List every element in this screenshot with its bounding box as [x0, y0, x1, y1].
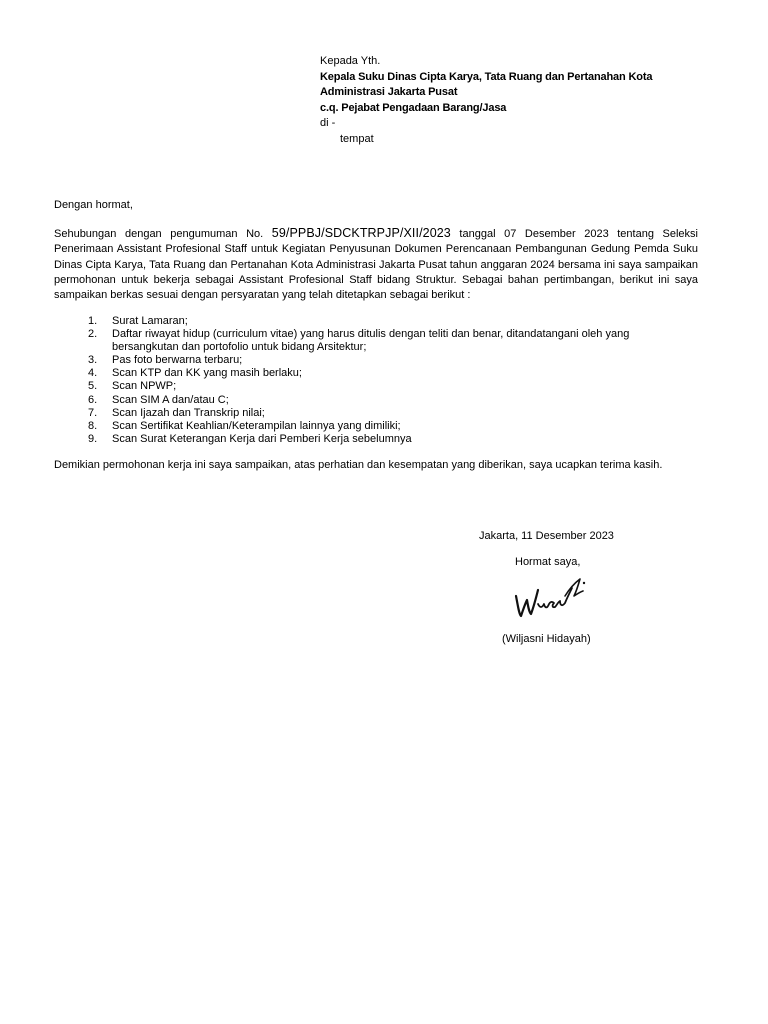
recipient-address [320, 54, 720, 147]
place-date: Jakarta, 11 Desember 2023 [479, 530, 614, 542]
list-item-text: Pas foto berwarna terbaru; [112, 354, 243, 367]
list-item [54, 420, 698, 433]
list-item [54, 328, 698, 354]
list-item-text: Scan KTP dan KK yang masih berlaku; [112, 367, 302, 380]
list-item-text: Scan SIM A dan/atau C; [112, 393, 229, 406]
recipient-title: Kepala Suku Dinas Cipta Karya, Tata Ruang dan Pertanahan Kota [320, 70, 653, 83]
list-item [54, 315, 698, 328]
list-item-number: 7. [88, 406, 98, 419]
recipient-attention: c.q. Pejabat Pengadaan Barang/Jasa [320, 101, 507, 114]
handwritten-signature [510, 574, 590, 622]
list-item-text: Daftar riwayat hidup (curriculum vitae) yang harus ditulis dengan teliti dan benar, ditandatangani oleh yang bersangkutan dan portofolio untuk bidang Arsitektur; [112, 328, 630, 354]
salutation: Dengan hormat, [54, 199, 133, 211]
address-greeting: Kepada Yth. [320, 55, 381, 67]
intro-text-start: Sehubungan dengan pengumuman No. [54, 228, 272, 240]
intro-text-end: tanggal 07 Desember 2023 tentang Seleksi Penerimaan Assistant Profesional Staff untuk Kegiatan Penyusunan Dokumen Perencanaan Pembangunan Gedung Pemda Suku Dinas Cipta Karya, Tata Ruang dan Pertanahan Kota Administrasi Jakarta Pusat tahun anggaran 2024 bersama ini saya sampaikan permohonan untuk bekerja sebagai Assistant Profesional Staff bidang Struktur. Sebagai bahan pertimbangan, berikut ini saya sampaikan berkas sesuai dengan persyaratan yang telah ditetapkan sebagai berikut : [54, 228, 698, 302]
list-item-text: Scan NPWP; [112, 380, 177, 393]
list-item [54, 407, 698, 420]
list-item-number: 4. [88, 367, 98, 380]
list-item-text: Surat Lamaran; [112, 315, 188, 327]
regards: Hormat saya, [515, 556, 581, 568]
list-item [54, 354, 698, 367]
list-item-number: 5. [88, 380, 98, 393]
list-item-number: 6. [88, 393, 98, 406]
list-item [54, 433, 698, 446]
list-item-number: 3. [88, 354, 98, 367]
recipient-region: Administrasi Jakarta Pusat [320, 86, 458, 98]
intro-paragraph [54, 226, 698, 303]
list-item-text: Scan Ijazah dan Transkrip nilai; [112, 406, 265, 419]
address-place: tempat [340, 132, 374, 145]
list-item-number: 8. [88, 419, 98, 432]
requirements-list [54, 315, 698, 446]
list-item-text: Scan Surat Keterangan Kerja dari Pemberi Kerja sebelumnya [112, 432, 412, 445]
list-item-number: 2. [88, 328, 98, 341]
list-item [54, 394, 698, 407]
closing-paragraph: Demikian permohonan kerja ini saya sampaikan, atas perhatian dan kesempatan yang diberikan, saya ucapkan terima kasih. [54, 459, 663, 471]
list-item [54, 367, 698, 380]
list-item-number: 9. [88, 432, 98, 445]
address-di: di - [320, 117, 336, 129]
signatory-name: (Wiljasni Hidayah) [502, 633, 591, 645]
list-item [54, 380, 698, 393]
list-item-number: 1. [88, 315, 98, 327]
announcement-number: 59/PPBJ/SDCKTRPJP/XII/2023 [271, 226, 451, 240]
list-item-text: Scan Sertifikat Keahlian/Keterampilan lainnya yang dimiliki; [112, 419, 401, 432]
